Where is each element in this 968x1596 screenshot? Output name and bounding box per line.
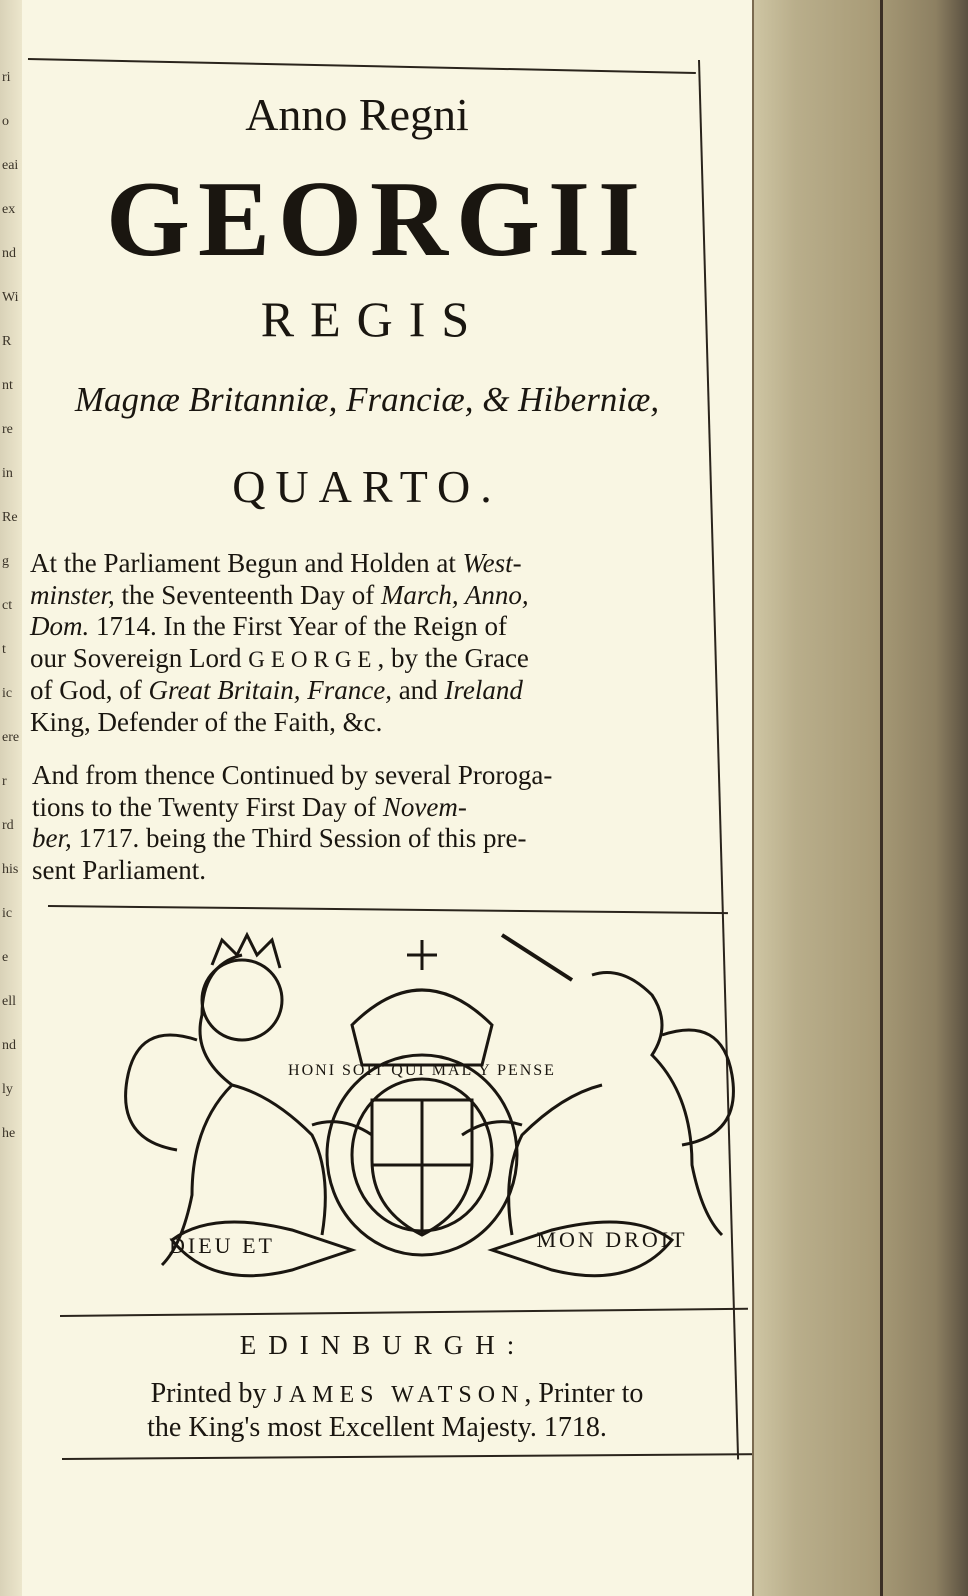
margin-fragment: in <box>2 466 13 481</box>
quarto-heading: QUARTO. <box>232 461 502 512</box>
margin-fragment: nd <box>2 246 16 261</box>
text-run: , by the Grace <box>377 642 529 673</box>
margin-fragment: g <box>2 554 9 569</box>
paragraph2-line <box>32 760 552 792</box>
italic-run: West- <box>462 548 522 578</box>
margin-fragment: ere <box>2 730 20 745</box>
margin-fragment: Re <box>2 510 18 525</box>
margin-fragment: Wi <box>2 290 19 305</box>
session-paragraph <box>30 548 529 738</box>
top-border-rule <box>28 58 696 74</box>
margin-fragment: ic <box>2 686 13 701</box>
paragraph1-line <box>30 548 529 580</box>
page-edge-shadow <box>752 0 754 1596</box>
bottom-border-rule <box>62 1453 762 1460</box>
italic-run: Ireland <box>444 675 523 705</box>
margin-fragment: ex <box>2 202 16 217</box>
margin-fragment: ly <box>2 1082 13 1097</box>
margin-fragment: ell <box>2 994 16 1009</box>
italic-run: Dom. <box>30 611 90 641</box>
arms-top-rule <box>48 905 728 914</box>
text-run: our Sovereign Lord <box>30 642 249 673</box>
margin-fragment: r <box>2 774 7 789</box>
motto-left: DIEU ET <box>169 1233 275 1258</box>
royal-coat-of-arms <box>102 925 742 1295</box>
italic-run: Novem- <box>382 791 467 822</box>
margin-fragment: R <box>2 334 12 349</box>
margin-fragment: re <box>2 422 13 437</box>
italic-run: minster, <box>30 579 115 610</box>
margin-fragment: ct <box>2 598 13 613</box>
regis-heading: REGIS <box>260 291 486 347</box>
margin-fragment: rd <box>2 818 14 833</box>
paragraph2-line <box>32 823 552 855</box>
italic-run: March, Anno, <box>380 579 529 610</box>
paragraph2-line <box>32 792 552 824</box>
text-run: 1714. In the First Year of the Reign of <box>89 611 507 641</box>
margin-fragment: t <box>2 642 6 657</box>
text-run: 1717. being the Third Session of this pre- <box>71 823 527 853</box>
imprint-top-rule <box>60 1308 748 1317</box>
imprint-line-2: the King's most Excellent Majesty. 1718. <box>147 1412 607 1443</box>
margin-fragment: eai <box>2 158 19 173</box>
margin-fragment: o <box>2 114 9 129</box>
paragraph1-line <box>30 643 529 676</box>
paragraph1-line <box>30 675 529 707</box>
margin-fragment: ri <box>2 70 11 85</box>
margin-fragment: his <box>2 862 19 877</box>
text-run: sent Parliament. <box>32 854 206 885</box>
prorogation-paragraph <box>32 760 552 886</box>
garter-motto: HONI SOIT QUI MAL Y PENSE <box>288 1062 556 1079</box>
text-run: of God, of <box>30 675 149 705</box>
text-run: King, Defender of the Faith, &c. <box>30 706 383 737</box>
board-edge <box>880 0 883 1596</box>
margin-fragment: ic <box>2 906 13 921</box>
italic-run: Great Britain, France, <box>148 675 392 705</box>
margin-fragment: he <box>2 1126 16 1141</box>
imprint-line-1 <box>32 1378 762 1410</box>
margin-fragment: nd <box>2 1038 16 1053</box>
anno-regni-heading: Anno Regni <box>245 89 469 140</box>
paragraph1-line <box>30 611 529 643</box>
imprint-city: EDINBURGH: <box>239 1330 527 1360</box>
text-run: At the Parliament Begun and Holden at <box>30 548 463 578</box>
motto-right: MON DROIT <box>536 1227 688 1252</box>
text-run: tions to the Twenty First Day of <box>32 791 383 822</box>
book-fore-edge <box>752 0 968 1596</box>
imprint-suffix: , Printer to <box>524 1378 644 1409</box>
italic-run: ber, <box>32 823 72 853</box>
margin-fragment: nt <box>2 378 13 393</box>
text-run: And from thence Continued by several Proroga- <box>32 760 553 790</box>
georgii-heading: GEORGII <box>105 160 649 279</box>
kingdoms-line: Magnæ Britanniæ, Franciæ, & Hiberniæ, <box>74 380 660 419</box>
small-caps-run: GEORGE <box>248 646 378 672</box>
paragraph1-line <box>30 580 529 612</box>
printer-name: JAMES WATSON <box>273 1382 525 1408</box>
title-page <box>22 0 752 1596</box>
text-run: the Seventeenth Day of <box>114 579 381 610</box>
text-run: and <box>391 675 445 705</box>
paragraph1-line <box>30 707 529 739</box>
imprint-prefix: Printed by <box>150 1378 274 1409</box>
margin-fragment: e <box>2 950 9 965</box>
paragraph2-line <box>32 855 552 887</box>
